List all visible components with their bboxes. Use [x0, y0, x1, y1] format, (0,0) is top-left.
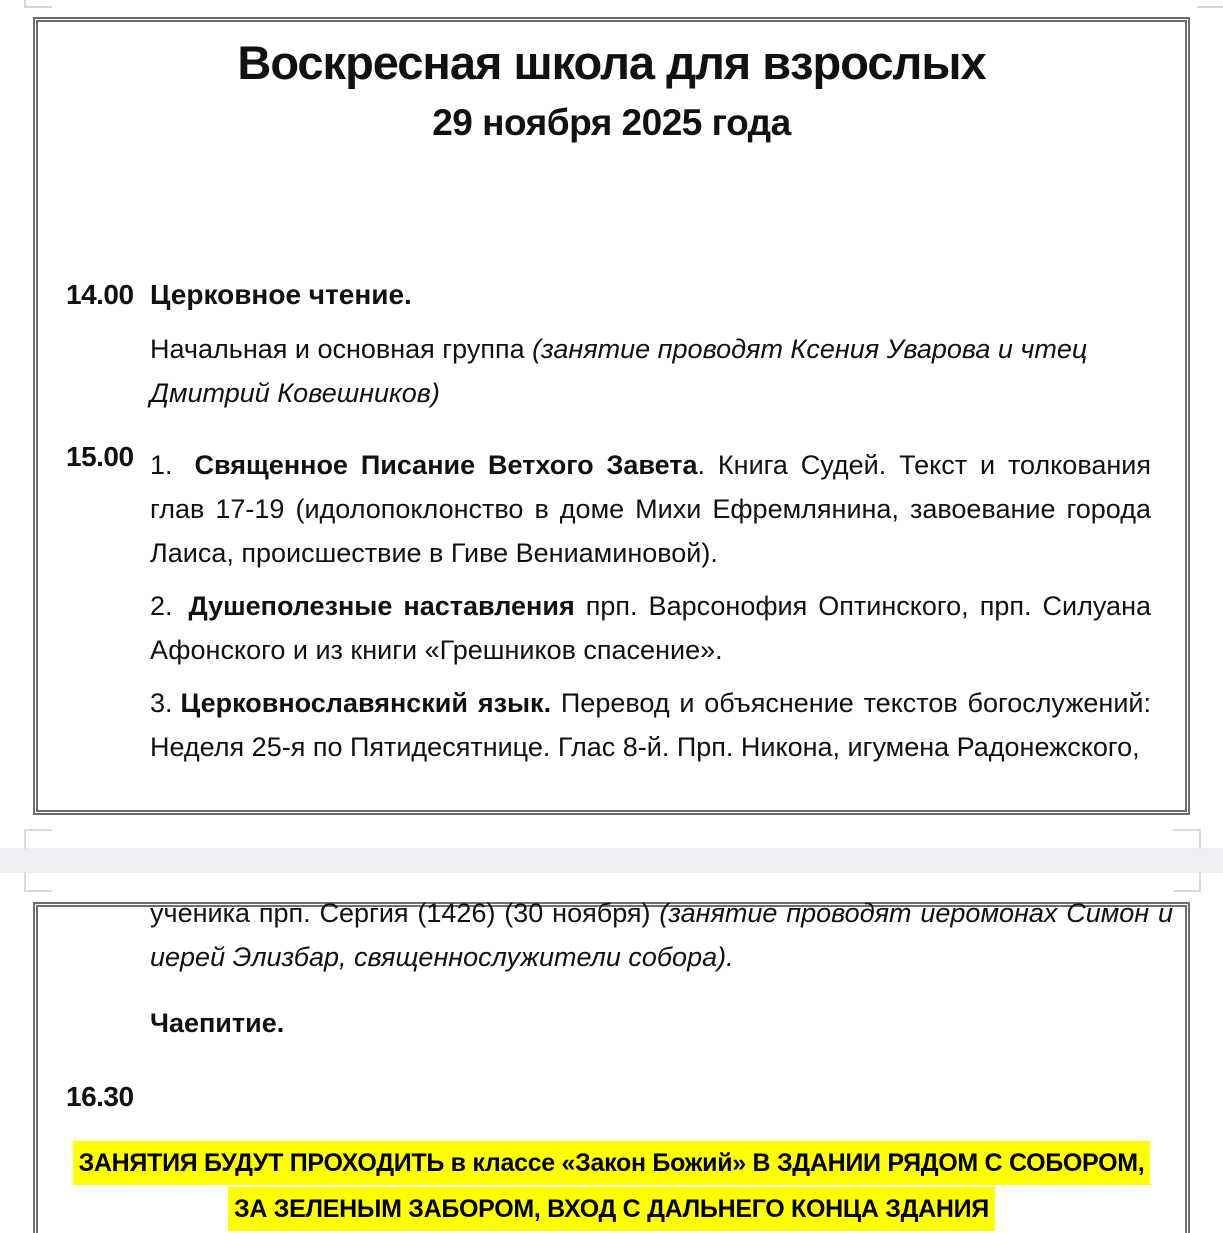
page-gap-band	[0, 848, 1223, 873]
document-title: Воскресная школа для взрослых	[237, 36, 986, 89]
session-1630	[38, 1075, 1185, 1119]
document-date: 29 ноября 2025 года	[432, 102, 791, 144]
crop-mark-gap-right-top	[1173, 829, 1201, 849]
list-item-3	[150, 681, 1151, 769]
time-1630: 16.30	[66, 1081, 134, 1112]
session-1400	[38, 273, 1185, 415]
highlight-line-1: ЗАНЯТИЯ БУДУТ ПРОХОДИТЬ в классе «Закон Божий» В ЗДАНИИ РЯДОМ С СОБОРОМ,	[73, 1141, 1151, 1185]
session-1400-heading: Церковное чтение.	[150, 278, 412, 310]
item-3-title: Церковнославянский язык.	[180, 687, 552, 718]
highlighted-notice	[38, 1141, 1185, 1233]
item-2-text: прп. Варсонофия Оптинского, прп. Силуана Афонского и из книги «Грешников спасение».	[150, 590, 1152, 665]
tea-heading: Чаепитие.	[150, 1008, 285, 1038]
page-1	[33, 17, 1190, 815]
item-2-title: Душеполезные наставления	[188, 590, 575, 621]
list-item-1	[150, 443, 1151, 575]
crop-mark-gap-left-top	[24, 829, 52, 849]
page-2	[33, 898, 1190, 1233]
time-1400: 14.00	[66, 278, 134, 310]
continuation-paragraph	[150, 891, 1173, 979]
item-3-text: Перевод и объяснение текстов богослужений: Неделя 25-я по Пятидесятнице. Глас 8-й. Прп. Никона, игумена Радонежского,	[150, 687, 1152, 762]
item-2-number: 2.	[150, 590, 173, 621]
crop-mark-top-left	[24, 0, 52, 8]
crop-mark-gap-right-bottom	[1173, 872, 1201, 892]
group-text: Начальная и основная группа	[150, 333, 533, 364]
item-1-title: Священное Писание Ветхого Завета	[194, 449, 698, 480]
highlight-line-2: ЗА ЗЕЛЕНЫМ ЗАБОРОМ, ВХОД С ДАЛЬНЕГО КОНЦА ЗДАНИЯ	[228, 1187, 995, 1231]
group-note-italic: (занятие проводят Ксения Уварова и чтец Дмитрий Ковешников)	[150, 333, 1088, 408]
time-1500: 15.00	[66, 440, 134, 472]
item-1-text: . Книга Судей. Текст и толкования глав 17-19 (идолопоклонство в доме Михи Ефремлянина, завоевание города Лаиса, происшествие в Гиве Вениаминовой).	[150, 449, 1151, 568]
continuation-note-italic: (занятие проводят иеромонах Симон и иерей Элизбар, священнослужители собора).	[150, 898, 1173, 972]
crop-mark-gap-left-bottom	[24, 872, 52, 892]
continuation-text: ученика прп. Сергия (1426) (30 ноября)	[150, 898, 660, 928]
session-1400-paragraph	[150, 327, 1175, 415]
list-item-2	[150, 584, 1151, 672]
item-1-number: 1.	[150, 449, 173, 480]
crop-mark-top-right	[1197, 0, 1223, 8]
session-1500	[38, 440, 1185, 769]
item-3-number: 3.	[150, 687, 173, 718]
